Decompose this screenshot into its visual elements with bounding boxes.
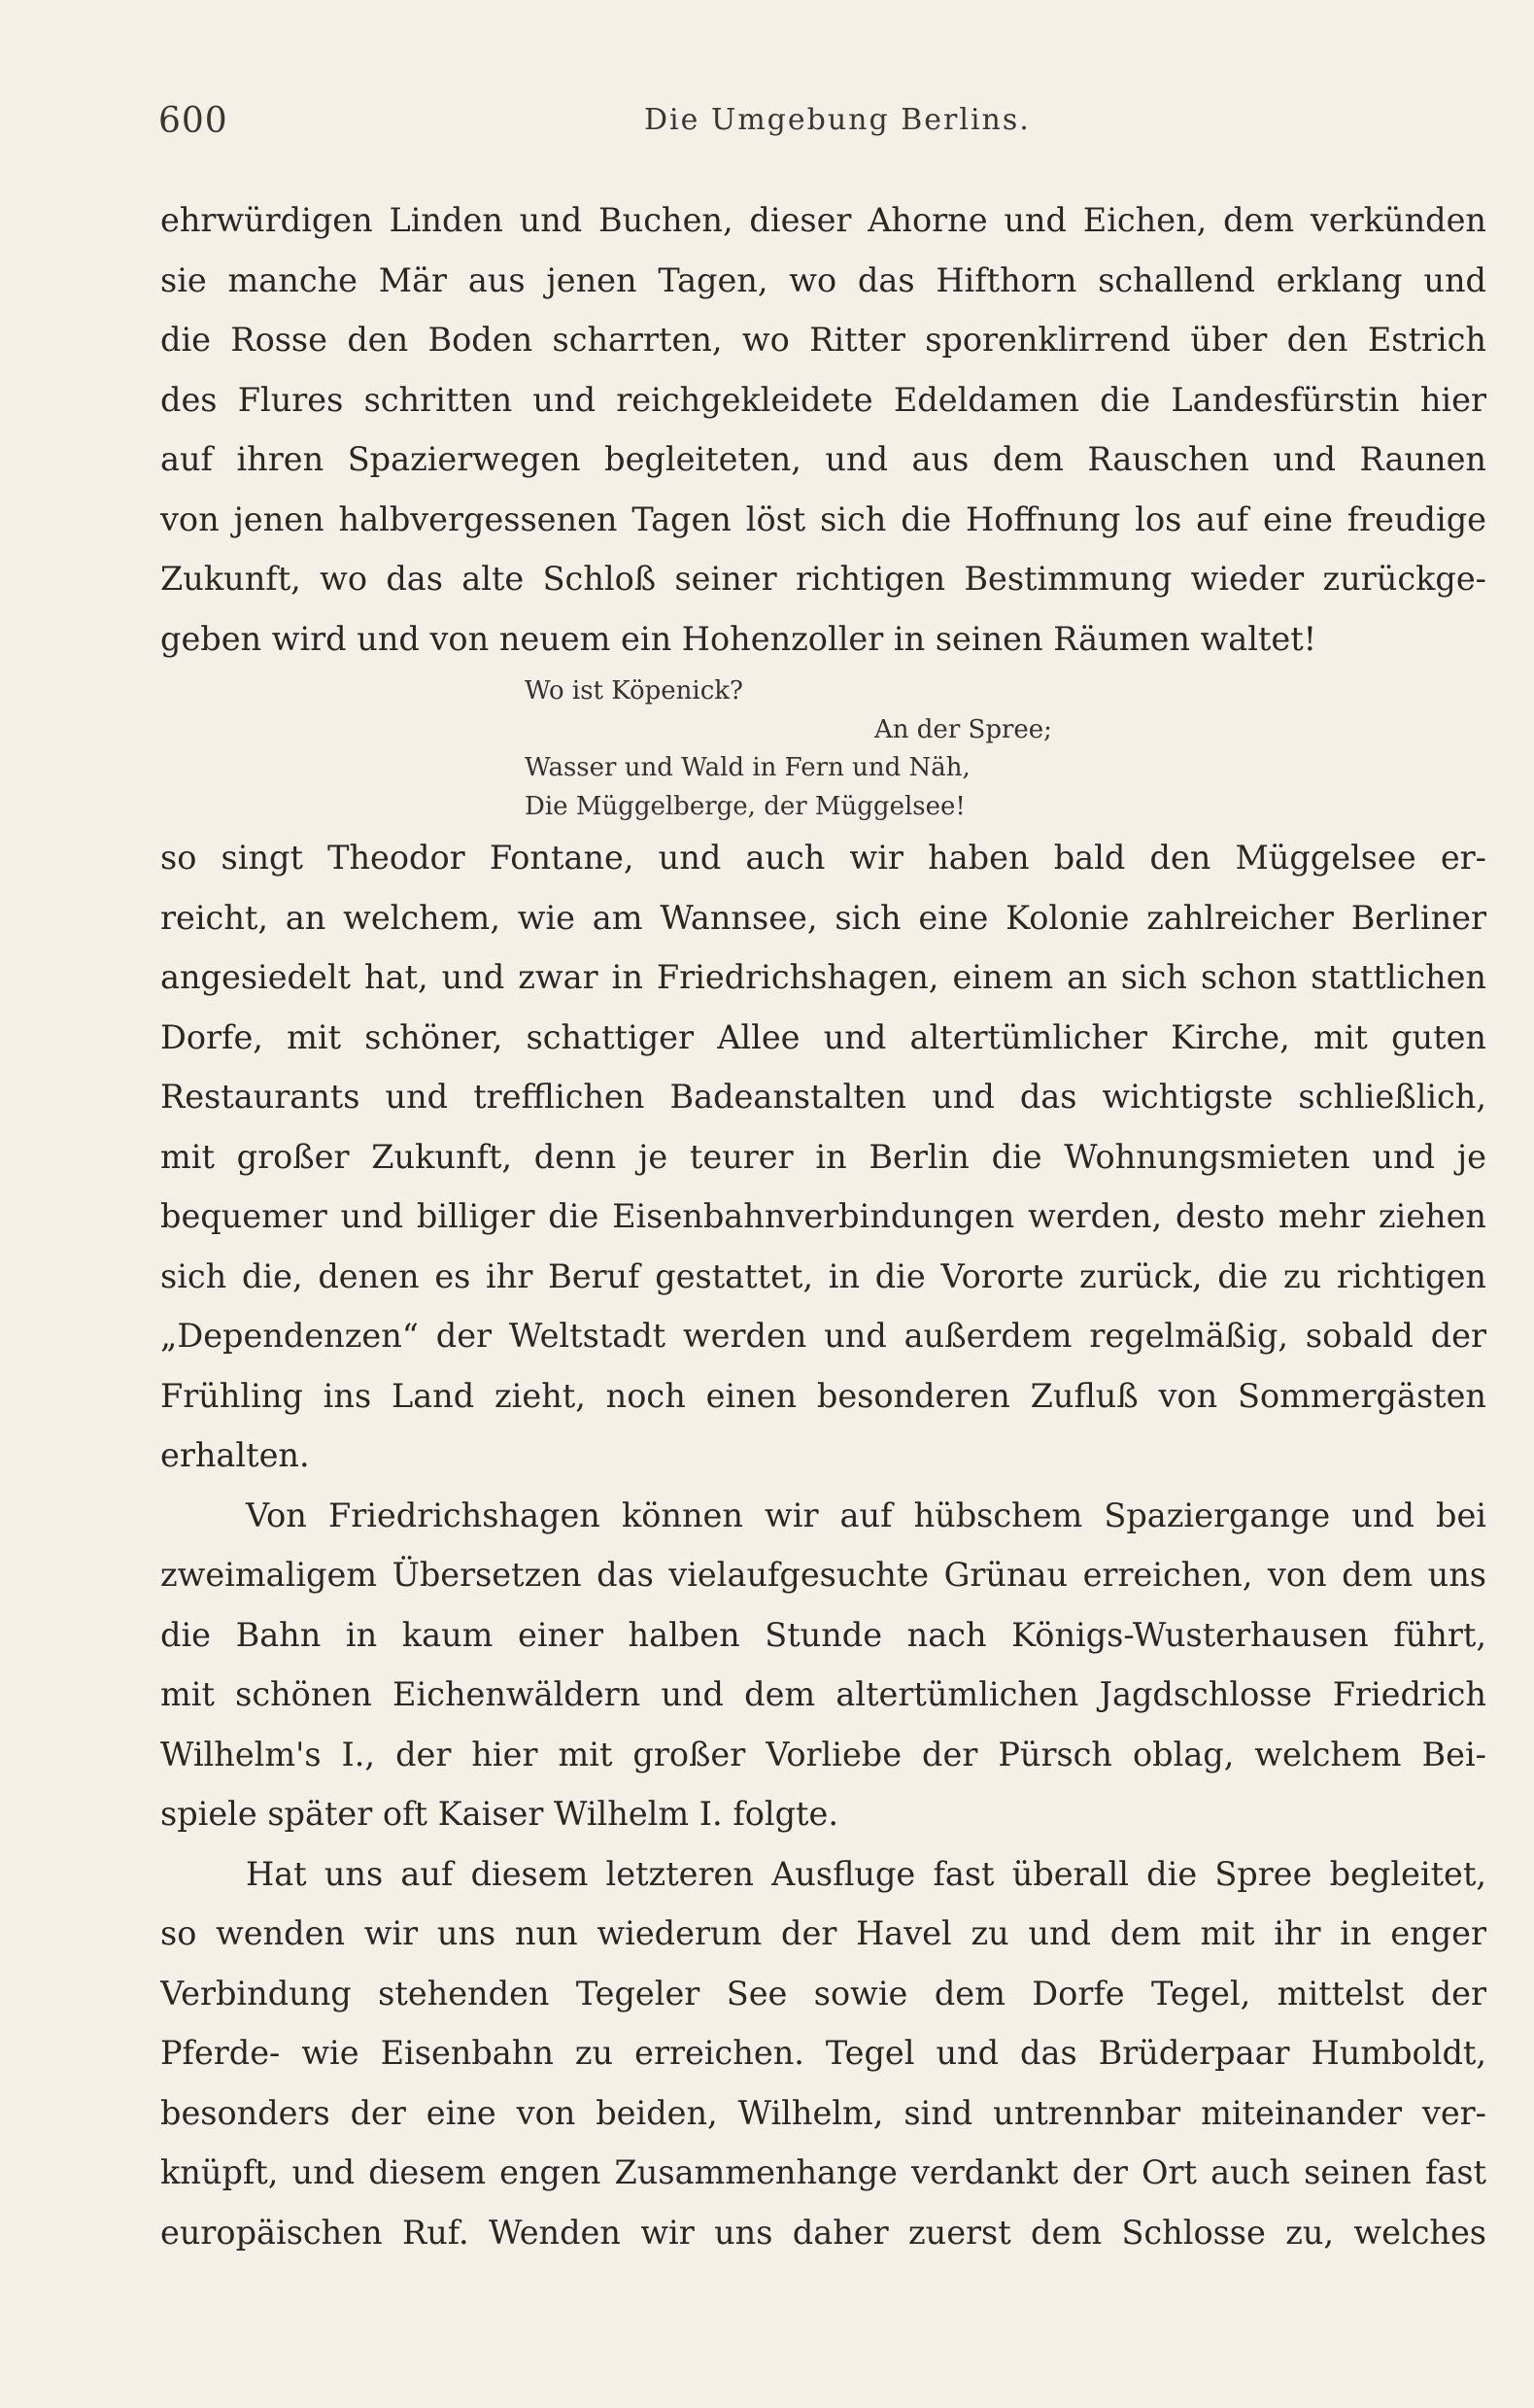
text-line: sich die, denen es ihr Beruf gestattet, in die Vororte zurück, die zu richtigen <box>160 1256 1486 1295</box>
text-line: Von Friedrichshagen können wir auf hübschem Spaziergange und bei <box>246 1496 1486 1534</box>
text-line: die Bahn in kaum einer halben Stunde nach Königs-Wusterhausen führt, <box>160 1615 1486 1654</box>
text-line: des Flures schritten und reichgekleidete Edeldamen die Landesfürstin hier <box>160 380 1486 419</box>
text-line: Frühling ins Land zieht, noch einen besonderen Zufluß von Sommergästen <box>160 1376 1486 1415</box>
text-line: geben wird und von neuem ein Hohenzoller in seinen Räumen waltet! <box>160 619 1317 658</box>
text-line: mit schönen Eichenwäldern und dem altertümlichen Jagdschlosse Friedrich <box>160 1675 1486 1713</box>
text-line: angesiedelt hat, und zwar in Friedrichshagen, einem an sich schon stattlichen <box>160 958 1486 996</box>
text-line: zweimaligem Übersetzen das vielaufgesuchte Grünau erreichen, von dem uns <box>160 1556 1486 1594</box>
text-line: knüpft, und diesem engen Zusammenhange verdankt der Ort auch seinen fast <box>160 2153 1486 2191</box>
page-header <box>158 97 1489 155</box>
text-line: mit großer Zukunft, denn je teurer in Berlin die Wohnungsmieten und je <box>160 1137 1486 1176</box>
poem-quote <box>160 669 1486 828</box>
text-line: Wilhelm's I., der hier mit großer Vorliebe der Pürsch oblag, welchem Bei- <box>160 1735 1486 1773</box>
poem-verse: Die Müggelberge, der Müggelsee! <box>525 791 966 821</box>
text-line: die Rosse den Boden scharrten, wo Ritter sporenklirrend über den Estrich <box>160 321 1486 359</box>
poem-verse: Wasser und Wald in Fern und Näh, <box>525 753 971 782</box>
text-line: Zukunft, wo das alte Schloß seiner richtigen Bestimmung wieder zurückge- <box>160 560 1486 598</box>
running-head: Die Umgebung Berlins. <box>644 103 1031 137</box>
text-line: Dorfe, mit schöner, schattiger Allee und altertümlicher Kirche, mit guten <box>160 1017 1486 1056</box>
text-line: „Dependenzen“ der Weltstadt werden und außerdem regelmäßig, sobald der <box>160 1317 1486 1355</box>
text-line: Verbindung stehenden Tegeler See sowie dem Dorfe Tegel, mittelst der <box>160 1974 1486 2012</box>
body-text <box>160 190 1486 2262</box>
text-line: erhalten. <box>160 1436 310 1474</box>
text-line: auf ihren Spazierwegen begleiteten, und aus dem Rauschen und Raunen <box>160 440 1486 478</box>
text-line: so wenden wir uns nun wiederum der Havel zu und dem mit ihr in enger <box>160 1914 1486 1952</box>
text-line: Pferde- wie Eisenbahn zu erreichen. Tegel und das Brüderpaar Humboldt, <box>160 2034 1486 2072</box>
paragraph-2 <box>160 828 1486 1486</box>
paragraph-1 <box>160 190 1486 669</box>
text-line: ehrwürdigen Linden und Buchen, dieser Ahorne und Eichen, dem verkünden <box>160 201 1486 239</box>
text-line: so singt Theodor Fontane, und auch wir haben bald den Müggelsee er- <box>160 839 1486 877</box>
text-line: sie manche Mär aus jenen Tagen, wo das Hifthorn schallend erklang und <box>160 260 1486 299</box>
text-line: von jenen halbvergessenen Tagen löst sich die Hoffnung los auf eine freudige <box>160 499 1486 538</box>
text-line: reicht, an welchem, wie am Wannsee, sich eine Kolonie zahlreicher Berliner <box>160 898 1486 937</box>
page-number: 600 <box>158 101 228 141</box>
poem-verse: Wo ist Köpenick? <box>525 676 743 705</box>
text-line: Restaurants und trefflichen Badeanstalten und das wichtigste schließlich, <box>160 1078 1486 1116</box>
poem-verse: An der Spree; <box>874 714 1052 744</box>
text-line: besonders der eine von beiden, Wilhelm, sind untrennbar miteinander ver- <box>160 2093 1486 2132</box>
paragraph-3 <box>160 1486 1486 1844</box>
paragraph-4 <box>160 1844 1486 2263</box>
text-line: bequemer und billiger die Eisenbahnverbindungen werden, desto mehr ziehen <box>160 1197 1486 1235</box>
text-line: Hat uns auf diesem letzteren Ausfluge fast überall die Spree begleitet, <box>246 1854 1486 1893</box>
text-line: spiele später oft Kaiser Wilhelm I. folgte. <box>160 1795 838 1833</box>
text-line: europäischen Ruf. Wenden wir uns daher zuerst dem Schlosse zu, welches <box>160 2213 1486 2252</box>
